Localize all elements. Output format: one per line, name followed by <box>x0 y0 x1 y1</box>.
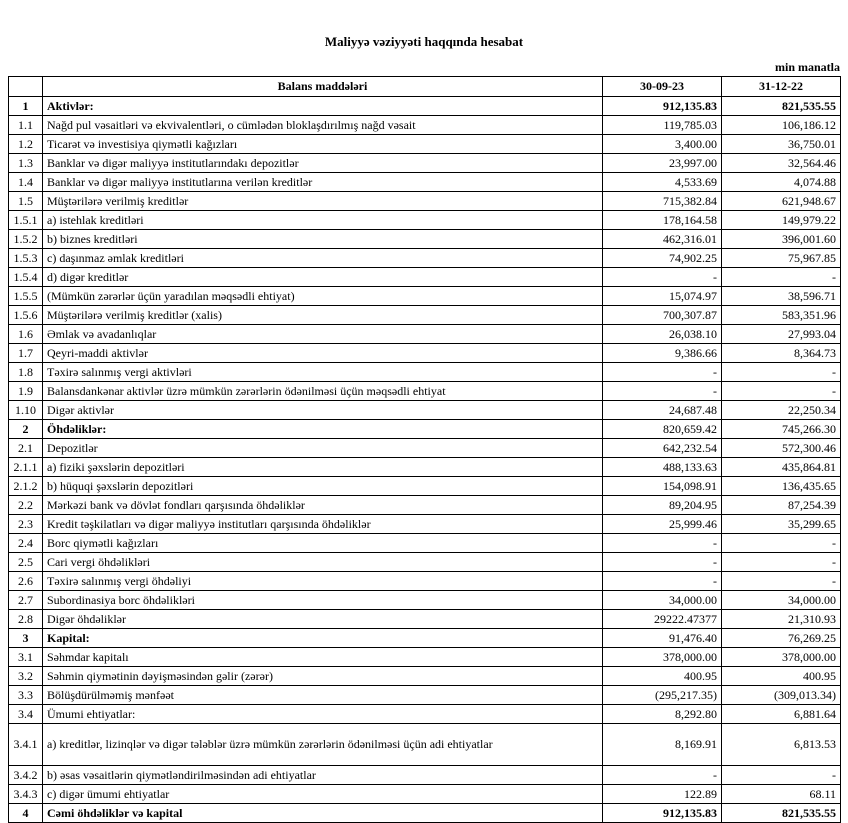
row-value-col2: - <box>722 766 841 785</box>
row-value-col2: - <box>722 534 841 553</box>
row-value-col1: 715,382.84 <box>603 192 722 211</box>
row-label: Banklar və digər maliyyə institutlarındakı depozitlər <box>43 154 603 173</box>
row-label: Ticarət və investisiya qiymətli kağızları <box>43 135 603 154</box>
row-value-col2: 68.11 <box>722 785 841 804</box>
table-row <box>9 648 841 667</box>
row-value-col2: 149,979.22 <box>722 211 841 230</box>
row-label: Cəmi öhdəliklər və kapital <box>43 804 603 823</box>
row-value-col2: 32,564.46 <box>722 154 841 173</box>
row-value-col2: 435,864.81 <box>722 458 841 477</box>
row-value-col2: - <box>722 268 841 287</box>
table-row <box>9 344 841 363</box>
table-row <box>9 249 841 268</box>
row-label: (Mümkün zərərlər üçün yaradılan məqsədli ehtiyat) <box>43 287 603 306</box>
row-value-col2: 621,948.67 <box>722 192 841 211</box>
row-value-col1: 91,476.40 <box>603 629 722 648</box>
table-row <box>9 705 841 724</box>
table-row <box>9 401 841 420</box>
row-num: 2.8 <box>9 610 43 629</box>
row-label: c) digər ümumi ehtiyatlar <box>43 785 603 804</box>
row-label: Əmlak və avadanlıqlar <box>43 325 603 344</box>
row-value-col1: - <box>603 534 722 553</box>
row-label: Müştərilərə verilmiş kreditlər <box>43 192 603 211</box>
row-label: c) daşınmaz əmlak kreditləri <box>43 249 603 268</box>
row-label: Digər öhdəliklər <box>43 610 603 629</box>
row-value-col1: 34,000.00 <box>603 591 722 610</box>
table-row <box>9 230 841 249</box>
row-num: 1 <box>9 97 43 116</box>
table-row <box>9 572 841 591</box>
row-value-col1: - <box>603 553 722 572</box>
row-value-col2: 21,310.93 <box>722 610 841 629</box>
table-row <box>9 192 841 211</box>
row-value-col1: 378,000.00 <box>603 648 722 667</box>
table-row <box>9 534 841 553</box>
row-num: 3.3 <box>9 686 43 705</box>
row-label: Ümumi ehtiyatlar: <box>43 705 603 724</box>
row-num: 3.1 <box>9 648 43 667</box>
row-label: a) istehlak kreditləri <box>43 211 603 230</box>
row-value-col2: 38,596.71 <box>722 287 841 306</box>
row-label: Banklar və digər maliyyə institutlarına verilən kreditlər <box>43 173 603 192</box>
row-value-col1: 9,386.66 <box>603 344 722 363</box>
row-value-col1: 15,074.97 <box>603 287 722 306</box>
table-row <box>9 173 841 192</box>
row-label: Təxirə salınmış vergi öhdəliyi <box>43 572 603 591</box>
row-label: Borc qiymətli kağızları <box>43 534 603 553</box>
row-label: Müştərilərə verilmiş kreditlər (xalis) <box>43 306 603 325</box>
table-row <box>9 766 841 785</box>
row-label: Mərkəzi bank və dövlət fondları qarşısında öhdəliklər <box>43 496 603 515</box>
row-num: 1.3 <box>9 154 43 173</box>
row-value-col2: 821,535.55 <box>722 97 841 116</box>
table-row <box>9 610 841 629</box>
table-row <box>9 458 841 477</box>
row-value-col1: 400.95 <box>603 667 722 686</box>
row-label: b) əsas vəsaitlərin qiymətləndirilməsindən adi ehtiyatlar <box>43 766 603 785</box>
row-num: 1.5.3 <box>9 249 43 268</box>
row-num: 2.2 <box>9 496 43 515</box>
table-row <box>9 287 841 306</box>
table-row <box>9 97 841 116</box>
row-num: 2.6 <box>9 572 43 591</box>
row-num: 1.1 <box>9 116 43 135</box>
row-label: b) hüquqi şəxslərin depozitləri <box>43 477 603 496</box>
table-row <box>9 667 841 686</box>
row-label: Təxirə salınmış vergi aktivləri <box>43 363 603 382</box>
row-label: b) biznes kreditləri <box>43 230 603 249</box>
table-body <box>9 97 841 823</box>
row-value-col1: 119,785.03 <box>603 116 722 135</box>
row-label: Səhmdar kapitalı <box>43 648 603 667</box>
row-value-col1: 25,999.46 <box>603 515 722 534</box>
row-value-col1: 29222.47377 <box>603 610 722 629</box>
row-label: a) fiziki şəxslərin depozitləri <box>43 458 603 477</box>
row-value-col1: 89,204.95 <box>603 496 722 515</box>
row-value-col2: 136,435.65 <box>722 477 841 496</box>
row-num: 1.10 <box>9 401 43 420</box>
row-num: 1.2 <box>9 135 43 154</box>
row-num: 1.5 <box>9 192 43 211</box>
row-num: 3.2 <box>9 667 43 686</box>
row-value-col1: 8,169.91 <box>603 724 722 766</box>
table-row <box>9 154 841 173</box>
table-row <box>9 724 841 766</box>
row-value-col1: 178,164.58 <box>603 211 722 230</box>
header-balance-items: Balans maddələri <box>43 77 603 97</box>
row-label: a) kreditlər, lizinqlər və digər tələblər üzrə mümkün zərərlərin ödənilməsi üçün adi ehtiyatlar <box>43 724 603 766</box>
row-value-col2: - <box>722 572 841 591</box>
row-value-col2: 27,993.04 <box>722 325 841 344</box>
row-label: Cari vergi öhdəlikləri <box>43 553 603 572</box>
row-num: 3.4 <box>9 705 43 724</box>
page-title: Maliyyə vəziyyəti haqqında hesabat <box>324 34 524 49</box>
row-value-col1: 4,533.69 <box>603 173 722 192</box>
balance-sheet-table <box>8 76 841 823</box>
unit-note: min manatla <box>774 60 840 74</box>
table-header-row <box>9 77 841 97</box>
row-label: Balansdankənar aktivlər üzrə mümkün zərərlərin ödənilməsi üçün məqsədli ehtiyat <box>43 382 603 401</box>
row-num: 1.7 <box>9 344 43 363</box>
row-value-col1: (295,217.35) <box>603 686 722 705</box>
table-row <box>9 553 841 572</box>
row-num: 1.5.4 <box>9 268 43 287</box>
row-value-col1: 74,902.25 <box>603 249 722 268</box>
row-label: Səhmin qiymətinin dəyişməsindən gəlir (zərər) <box>43 667 603 686</box>
row-value-col2: 87,254.39 <box>722 496 841 515</box>
row-num: 1.5.2 <box>9 230 43 249</box>
table-row <box>9 135 841 154</box>
table-row <box>9 420 841 439</box>
table-row <box>9 629 841 648</box>
table-row <box>9 382 841 401</box>
row-value-col2: 6,881.64 <box>722 705 841 724</box>
row-value-col2: 35,299.65 <box>722 515 841 534</box>
row-value-col2: 396,001.60 <box>722 230 841 249</box>
row-value-col2: 583,351.96 <box>722 306 841 325</box>
row-value-col1: 912,135.83 <box>603 804 722 823</box>
row-num: 3.4.2 <box>9 766 43 785</box>
header-date-col2: 31-12-22 <box>722 77 841 97</box>
row-num: 4 <box>9 804 43 823</box>
row-num: 3.4.3 <box>9 785 43 804</box>
table-row <box>9 591 841 610</box>
row-value-col1: 488,133.63 <box>603 458 722 477</box>
row-label: Digər aktivlər <box>43 401 603 420</box>
table-row <box>9 686 841 705</box>
row-num: 1.5.6 <box>9 306 43 325</box>
row-value-col1: 820,659.42 <box>603 420 722 439</box>
row-value-col1: 23,997.00 <box>603 154 722 173</box>
row-value-col2: 378,000.00 <box>722 648 841 667</box>
row-label: Bölüşdürülməmiş mənfəət <box>43 686 603 705</box>
row-value-col2: 36,750.01 <box>722 135 841 154</box>
row-value-col1: - <box>603 363 722 382</box>
row-value-col2: - <box>722 363 841 382</box>
row-num: 1.5.1 <box>9 211 43 230</box>
row-value-col2: 106,186.12 <box>722 116 841 135</box>
row-value-col2: - <box>722 553 841 572</box>
row-value-col2: 22,250.34 <box>722 401 841 420</box>
table-row <box>9 477 841 496</box>
table-row <box>9 785 841 804</box>
row-value-col2: 821,535.55 <box>722 804 841 823</box>
row-label: d) digər kreditlər <box>43 268 603 287</box>
row-value-col2: - <box>722 382 841 401</box>
row-num: 2.3 <box>9 515 43 534</box>
row-num: 1.8 <box>9 363 43 382</box>
row-value-col1: 462,316.01 <box>603 230 722 249</box>
row-num: 2 <box>9 420 43 439</box>
row-value-col1: 8,292.80 <box>603 705 722 724</box>
row-value-col2: 745,266.30 <box>722 420 841 439</box>
row-value-col2: 76,269.25 <box>722 629 841 648</box>
row-value-col1: 912,135.83 <box>603 97 722 116</box>
row-label: Öhdəliklər: <box>43 420 603 439</box>
row-num: 2.1.1 <box>9 458 43 477</box>
row-label: Aktivlər: <box>43 97 603 116</box>
row-label: Depozitlər <box>43 439 603 458</box>
row-label: Nağd pul vəsaitləri və ekvivalentləri, o cümlədən bloklaşdırılmış nağd vəsait <box>43 116 603 135</box>
row-num: 2.7 <box>9 591 43 610</box>
row-value-col2: 34,000.00 <box>722 591 841 610</box>
row-value-col1: 154,098.91 <box>603 477 722 496</box>
row-num: 3.4.1 <box>9 724 43 766</box>
row-num: 2.1.2 <box>9 477 43 496</box>
table-row <box>9 496 841 515</box>
row-value-col2: (309,013.34) <box>722 686 841 705</box>
row-value-col2: 572,300.46 <box>722 439 841 458</box>
row-num: 3 <box>9 629 43 648</box>
row-num: 2.5 <box>9 553 43 572</box>
row-value-col1: - <box>603 268 722 287</box>
row-value-col2: 8,364.73 <box>722 344 841 363</box>
header-date-col1: 30-09-23 <box>603 77 722 97</box>
row-label: Qeyri-maddi aktivlər <box>43 344 603 363</box>
row-value-col1: - <box>603 572 722 591</box>
row-value-col1: 26,038.10 <box>603 325 722 344</box>
row-label: Subordinasiya borc öhdəlikləri <box>43 591 603 610</box>
row-value-col1: - <box>603 766 722 785</box>
row-value-col2: 75,967.85 <box>722 249 841 268</box>
row-num: 2.4 <box>9 534 43 553</box>
table-row <box>9 306 841 325</box>
table-row <box>9 439 841 458</box>
table-row <box>9 363 841 382</box>
row-value-col1: - <box>603 382 722 401</box>
row-value-col1: 642,232.54 <box>603 439 722 458</box>
row-value-col1: 122.89 <box>603 785 722 804</box>
row-num: 1.9 <box>9 382 43 401</box>
row-label: Kredit təşkilatları və digər maliyyə institutları qarşısında öhdəliklər <box>43 515 603 534</box>
table-row <box>9 515 841 534</box>
row-label: Kapital: <box>43 629 603 648</box>
table-row <box>9 804 841 823</box>
row-value-col1: 3,400.00 <box>603 135 722 154</box>
table-row <box>9 268 841 287</box>
row-num: 1.5.5 <box>9 287 43 306</box>
row-value-col2: 6,813.53 <box>722 724 841 766</box>
row-num: 1.4 <box>9 173 43 192</box>
row-value-col1: 24,687.48 <box>603 401 722 420</box>
header-num <box>9 77 43 97</box>
row-value-col2: 400.95 <box>722 667 841 686</box>
row-num: 2.1 <box>9 439 43 458</box>
table-row <box>9 116 841 135</box>
table-row <box>9 211 841 230</box>
row-value-col2: 4,074.88 <box>722 173 841 192</box>
row-num: 1.6 <box>9 325 43 344</box>
table-row <box>9 325 841 344</box>
row-value-col1: 700,307.87 <box>603 306 722 325</box>
